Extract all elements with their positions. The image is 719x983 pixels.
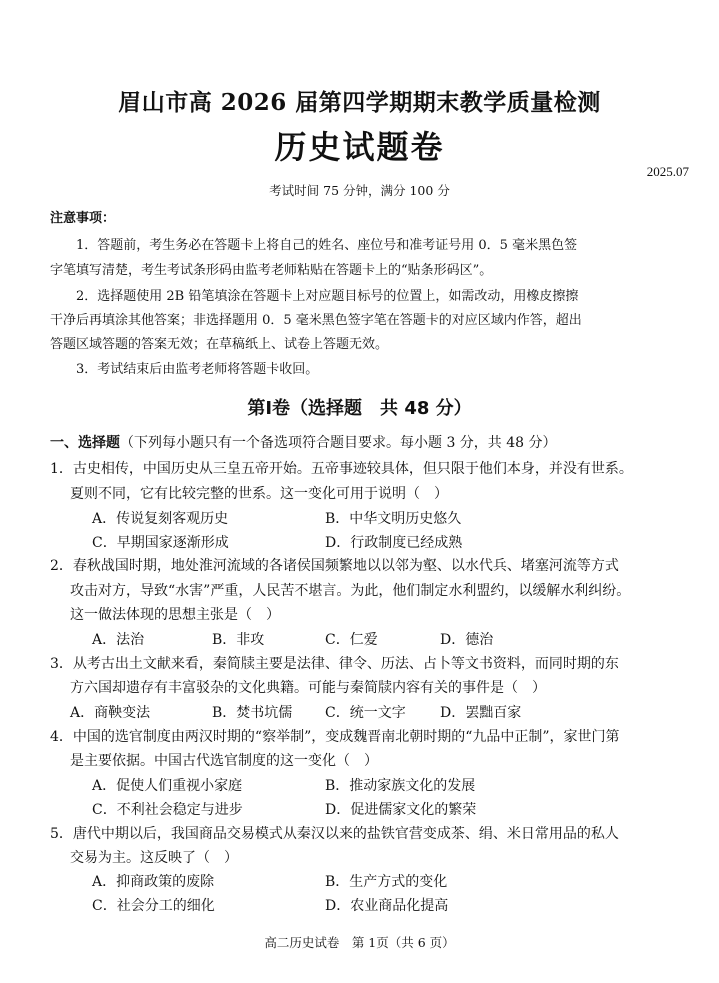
notice-item-3: 3．考试结束后由监考老师将答题卡收回。 [76,362,319,377]
q1-option-c: C．早期国家逐渐形成 [92,535,229,551]
section-heading-instructions: （下列每小题只有一个备选项符合题目要求。每小题 3 分，共 48 分） [120,435,557,451]
q3-option-b: B．焚书坑儒 [212,705,293,721]
notice-item-2-line-3: 答题区域答题的答案无效；在草稿纸上、试卷上答题无效。 [50,337,389,352]
q1-stem-line-1: 1．古史相传，中国历史从三皇五帝开始。五帝事迹较具体，但只限于他们本身，并没有世系。 [50,461,633,477]
q3-stem-line-1: 3．从考古出土文献来看，秦简牍主要是法律、律令、历法、占卜等文书资料，而同时期的东 [50,656,619,672]
q4-option-c: C．不利社会稳定与进步 [92,802,243,818]
q5-option-b: B．生产方式的变化 [325,874,448,890]
q2-option-d: D．德治 [440,632,494,648]
exam-info: 考试时间 75 分钟，满分 100 分 [269,183,450,198]
q1-option-a: A．传说复刻客观历史 [92,511,229,527]
q3-option-a: A．商鞅变法 [70,705,151,721]
q4-option-d: D．促进儒家文化的繁荣 [325,802,477,818]
q2-stem-line-3: 这一做法体现的思想主张是（ ） [70,607,280,623]
q4-option-a: A．促使人们重视小家庭 [92,778,243,794]
q2-option-b: B．非攻 [212,632,265,648]
section-heading [50,432,557,452]
q5-option-d: D．农业商品化提高 [325,898,449,914]
notice-item-1-line-2: 字笔填写清楚，考生考试条形码由监考老师粘贴在答题卡上的“贴条形码区”。 [50,263,493,278]
q5-stem-line-1: 5．唐代中期以后，我国商品交易模式从秦汉以来的盐铁官营变成茶、绢、米日常用品的私人 [50,826,619,842]
q4-stem-line-2: 是主要依据。中国古代选官制度的这一变化（ ） [70,753,378,769]
section-heading-label: 一、选择题 [50,435,120,451]
q4-option-b: B．推动家族文化的发展 [325,778,476,794]
q1-option-d: D．行政制度已经成熟 [325,535,463,551]
exam-title: 眉山市高 2026 届第四学期期末教学质量检测 [118,89,601,116]
notice-item-2-line-1: 2．选择题使用 2B 铅笔填涂在答题卡上对应题目标号的位置上，如需改动，用橡皮擦擦 [76,289,579,304]
q5-option-c: C．社会分工的细化 [92,898,215,914]
notice-item-1-line-1: 1．答题前，考生务必在答题卡上将自己的姓名、座位号和准考证号用 0．5 毫米黑色签 [76,238,578,253]
q1-stem-line-2: 夏则不同，它有比较完整的世系。这一变化可用于说明（ ） [70,486,448,502]
notice-heading: 注意事项： [50,211,116,226]
q5-stem-line-2: 交易为主。这反映了（ ） [70,850,238,866]
q5-option-a: A．抑商政策的废除 [92,874,215,890]
q2-option-c: C．仁爱 [325,632,378,648]
exam-date: 2025.07 [646,164,689,179]
page-footer: 高二历史试卷 第 1页（共 6 页） [264,935,455,950]
q2-option-a: A．法治 [92,632,145,648]
subject-title: 历史试题卷 [274,128,445,166]
q3-stem-line-2: 方六国却遗存有丰富驳杂的文化典籍。可能与秦简牍内容有关的事件是（ ） [70,680,546,696]
q3-option-c: C．统一文字 [325,705,406,721]
q3-option-d: D．罢黜百家 [440,705,522,721]
notice-item-2-line-2: 干净后再填涂其他答案；非选择题用 0．5 毫米黑色签字笔在答题卡的对应区域内作答，超出 [50,313,582,328]
q4-stem-line-1: 4．中国的选官制度由两汉时期的“察举制”，变成魏晋南北朝时期的“九品中正制”，家世门第 [50,729,620,745]
q1-option-b: B．中华文明历史悠久 [325,511,462,527]
q2-stem-line-1: 2．春秋战国时期，地处淮河流域的各诸侯国频繁地以以邻为壑、以水代兵、堵塞河流等方式 [50,558,619,574]
section-title: 第Ⅰ卷（选择题 共 48 分） [247,398,472,419]
q2-stem-line-2: 攻击对方，导致“水害”严重，人民苦不堪言。为此，他们制定水利盟约，以缓解水利纠纷。 [70,583,631,599]
